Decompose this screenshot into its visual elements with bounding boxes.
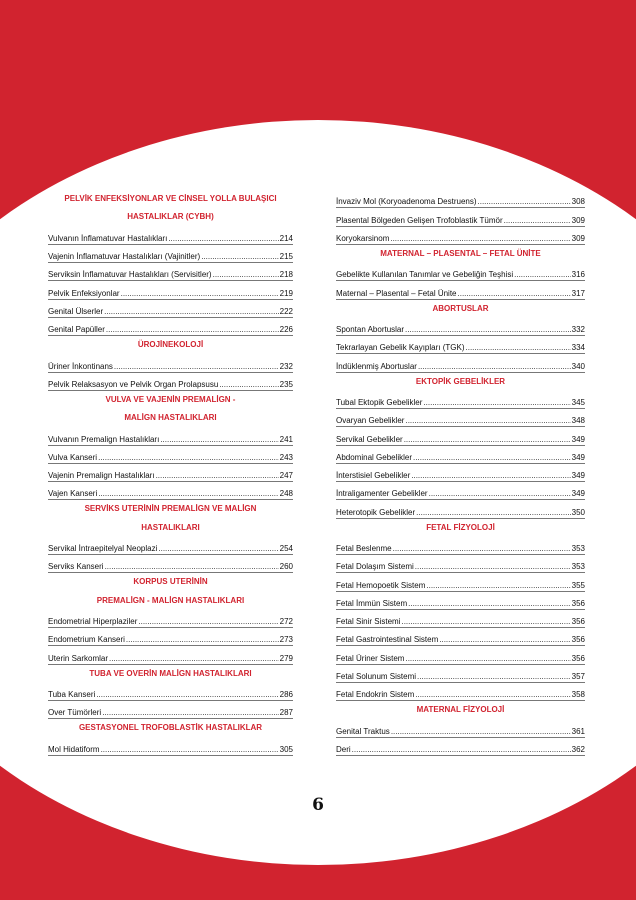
dot-leader: [105, 562, 279, 572]
toc-entry-page: 214: [279, 233, 293, 243]
toc-entry[interactable]: [336, 573, 585, 591]
toc-entry-title: Fetal Sinir Sistemi: [336, 617, 401, 626]
dot-leader: [404, 435, 571, 445]
toc-entry-title: İntraligamenter Gebelikler: [336, 489, 428, 499]
toc-entry-title: Endometrium Kanseri: [48, 635, 125, 645]
toc-entry[interactable]: [336, 592, 585, 610]
section-heading: TUBA VE OVERİN MALİGN HASTALIKLARI: [89, 668, 252, 678]
dot-leader: [514, 270, 571, 280]
toc-entry[interactable]: [336, 628, 585, 646]
dot-leader: [413, 453, 571, 463]
dot-leader: [393, 544, 571, 554]
toc-entry[interactable]: [48, 300, 293, 318]
toc-entry[interactable]: [336, 719, 585, 737]
toc-entry-page: 309: [571, 215, 585, 225]
toc-entry[interactable]: [336, 318, 585, 336]
toc-entry-page: 355: [571, 580, 585, 590]
toc-entry-title: Koryokarsinom: [336, 233, 390, 243]
toc-entry-page: 235: [279, 379, 293, 389]
toc-entry[interactable]: [336, 537, 585, 555]
toc-entry[interactable]: [336, 665, 585, 683]
toc-entry[interactable]: [48, 628, 293, 646]
toc-entry[interactable]: [48, 281, 293, 299]
toc-entry-page: 334: [571, 343, 585, 353]
section-heading: ÜROJİNEKOLOJİ: [137, 340, 204, 349]
toc-entry-page: 356: [571, 635, 585, 645]
section-heading: KORPUS UTERİNİN: [133, 577, 208, 587]
toc-entry-page: 305: [279, 744, 293, 754]
dot-leader: [160, 435, 278, 445]
toc-entry-title: Over Tümörleri: [48, 708, 102, 718]
toc-entry-page: 356: [571, 653, 585, 663]
toc-entry[interactable]: [48, 646, 293, 664]
toc-entry-title: Tekrarlayan Gebelik Kayıpları (TGK): [336, 343, 465, 353]
dot-leader: [104, 307, 279, 317]
section-heading: SERVİKS UTERİNİN PREMALİGN VE MALİGN: [84, 504, 257, 514]
toc-entry[interactable]: [48, 373, 293, 391]
toc-entry-page: 308: [571, 197, 585, 207]
toc-entry-title: Servikal Gebelikler: [336, 434, 403, 444]
toc-entry-page: 353: [571, 562, 585, 572]
toc-entry-page: 361: [571, 726, 585, 736]
toc-entry-title: Uterin Sarkomlar: [48, 653, 109, 663]
toc-entry-title: Fetal Üriner Sistem: [336, 653, 405, 663]
dot-leader: [408, 599, 571, 609]
toc-entry-page: 219: [279, 288, 293, 298]
section-heading: HASTALIKLAR (CYBH): [127, 212, 214, 222]
toc-entry-title: Plasental Bölgeden Gelişen Trofoblastik Tümör: [336, 215, 503, 225]
toc-entry-title: Mol Hidatiform: [48, 744, 100, 754]
dot-leader: [478, 197, 571, 207]
toc-entry-page: 260: [279, 562, 293, 572]
toc-entry[interactable]: [336, 354, 585, 372]
toc-entry[interactable]: [48, 738, 293, 756]
toc-entry-page: 317: [571, 288, 585, 298]
toc-entry[interactable]: [48, 318, 293, 336]
toc-entry-title: Fetal Beslenme: [336, 544, 392, 553]
toc-entry[interactable]: [336, 446, 585, 464]
section-heading: FETAL FİZYOLOJİ: [426, 522, 495, 532]
dot-leader: [106, 325, 279, 335]
toc-entry-title: Vajenin Premalign Hastalıkları: [48, 471, 155, 480]
toc-left-column: [48, 190, 293, 756]
dot-leader: [138, 617, 278, 627]
toc-entry-title: Fetal Endokrin Sistem: [336, 690, 415, 699]
toc-entry-title: Serviks Kanseri: [48, 562, 104, 572]
toc-entry-title: Fetal Hemopoetik Sistem: [336, 580, 426, 590]
toc-entry[interactable]: [48, 245, 293, 263]
dot-leader: [390, 234, 570, 244]
toc-entry-page: 357: [571, 671, 585, 681]
toc-entry-title: Abdominal Gebelikler: [336, 452, 413, 462]
toc-entry-page: 222: [279, 306, 293, 316]
toc-entry[interactable]: [48, 555, 293, 573]
dot-leader: [417, 672, 571, 682]
toc-entry[interactable]: [336, 427, 585, 445]
dot-leader: [504, 216, 571, 226]
toc-entry-title: Fetal Dolaşım Sistemi: [336, 562, 414, 572]
toc-entry[interactable]: [336, 738, 585, 756]
toc-entry-page: 247: [279, 471, 293, 480]
toc-entry[interactable]: [336, 683, 585, 701]
toc-entry[interactable]: [336, 208, 585, 226]
toc-entry-title: Tuba Kanseri: [48, 690, 96, 699]
toc-entry-page: 279: [279, 653, 293, 663]
toc-entry-title: Endometrial Hiperplaziler: [48, 617, 138, 626]
toc-entry[interactable]: [336, 610, 585, 628]
toc-entry-page: 243: [279, 452, 293, 462]
dot-leader: [466, 343, 571, 353]
dot-leader: [109, 654, 279, 664]
toc-entry[interactable]: [336, 482, 585, 500]
section-heading: MATERNAL FİZYOLOJİ: [416, 705, 505, 714]
dot-leader: [201, 252, 278, 262]
toc-entry-title: Genital Ülserler: [48, 306, 104, 316]
toc-entry-page: 350: [571, 507, 585, 517]
dot-leader: [98, 453, 279, 463]
dot-leader: [416, 508, 570, 518]
toc-entry-page: 273: [279, 635, 293, 645]
toc-entry-title: Vulvanın İnflamatuvar Hastalıkları: [48, 233, 168, 243]
section-heading: PELVİK ENFEKSİYONLAR VE CİNSEL YOLLA BULAŞICI: [64, 194, 277, 203]
toc-entry-page: 362: [571, 744, 585, 754]
toc-entry-page: 248: [279, 489, 293, 499]
toc-entry[interactable]: [48, 263, 293, 281]
dot-leader: [98, 489, 278, 499]
toc-entry-title: Ovaryan Gebelikler: [336, 416, 405, 426]
toc-entry-page: 349: [571, 471, 585, 480]
dot-leader: [352, 745, 571, 755]
toc-entry-page: 241: [279, 434, 293, 444]
toc-entry-page: 215: [279, 252, 293, 261]
toc-entry[interactable]: [48, 537, 293, 555]
toc-entry[interactable]: [336, 281, 585, 299]
dot-leader: [423, 398, 570, 408]
toc-entry-title: Tubal Ektopik Gebelikler: [336, 398, 423, 407]
dot-leader: [158, 544, 278, 554]
toc-entry[interactable]: [336, 336, 585, 354]
toc-entry-page: 287: [279, 708, 293, 718]
dot-leader: [102, 708, 278, 718]
dot-leader: [126, 635, 279, 645]
toc-entry-title: Pelvik Enfeksiyonlar: [48, 288, 120, 298]
toc-entry-page: 353: [571, 544, 585, 553]
toc-entry-title: İnvaziv Mol (Koryoadenoma Destruens): [336, 197, 477, 207]
toc-entry-title: Genital Traktus: [336, 726, 390, 736]
toc-entry[interactable]: [48, 464, 293, 482]
toc-entry-page: 356: [571, 598, 585, 608]
toc-entry[interactable]: [336, 409, 585, 427]
toc-entry-page: 232: [279, 361, 293, 371]
dot-leader: [411, 471, 570, 481]
toc-entry-title: Fetal Solunum Sistemi: [336, 671, 417, 681]
dot-leader: [219, 380, 278, 390]
section-heading: ABORTUSLAR: [432, 303, 489, 313]
toc-entry-title: Servikal İntraepitelyal Neoplazi: [48, 544, 158, 553]
toc-entry-title: Fetal İmmün Sistem: [336, 598, 408, 608]
section-heading: VULVA VE VAJENİN PREMALİGN -: [105, 394, 236, 404]
toc-entry-page: 356: [571, 617, 585, 626]
toc-entry[interactable]: [336, 646, 585, 664]
toc-entry[interactable]: [336, 500, 585, 518]
toc-entry-page: 349: [571, 489, 585, 499]
toc-right-column: [336, 190, 585, 756]
toc-entry[interactable]: [48, 482, 293, 500]
toc-entry[interactable]: [336, 263, 585, 281]
toc-entry-title: Maternal – Plasental – Fetal Ünite: [336, 288, 457, 298]
toc-entry-page: 345: [571, 398, 585, 407]
toc-entry-title: Pelvik Relaksasyon ve Pelvik Organ Prolapsusu: [48, 379, 219, 389]
toc-entry-page: 316: [571, 270, 585, 280]
toc-entry-title: Üriner İnkontinans: [48, 361, 113, 371]
toc-entry[interactable]: [48, 227, 293, 245]
dot-leader: [391, 727, 571, 737]
toc-entry-title: Gebelikte Kullanılan Tanımlar ve Gebeliğin Teşhisi: [336, 270, 514, 280]
toc-entry-page: 349: [571, 452, 585, 462]
toc-entry[interactable]: [336, 391, 585, 409]
dot-leader: [114, 362, 279, 372]
dot-leader: [96, 690, 278, 700]
dot-leader: [405, 325, 571, 335]
toc-entry-title: Serviksin İnflamatuvar Hastalıkları (Servisitler): [48, 270, 212, 280]
toc-entry-page: 226: [279, 325, 293, 334]
dot-leader: [415, 562, 571, 572]
section-heading: MALİGN HASTALIKLARI: [124, 413, 217, 422]
dot-leader: [458, 289, 571, 299]
dot-leader: [156, 471, 279, 481]
toc-entry-page: 340: [571, 361, 585, 371]
toc-entry[interactable]: [48, 610, 293, 628]
toc-entry-title: Vajenin İnflamatuvar Hastalıkları (Vajinitler): [48, 252, 201, 261]
toc-entry-page: 218: [279, 270, 293, 280]
dot-leader: [401, 617, 570, 627]
dot-leader: [415, 690, 570, 700]
toc-entry[interactable]: [48, 683, 293, 701]
toc-entry-page: 254: [279, 544, 293, 553]
toc-entry[interactable]: [336, 227, 585, 245]
toc-entry-page: 358: [571, 690, 585, 699]
toc-entry-page: 349: [571, 434, 585, 444]
dot-leader: [213, 270, 279, 280]
toc-entry-page: 272: [279, 617, 293, 626]
section-heading: HASTALIKLARI: [141, 522, 200, 532]
toc-entry-title: Spontan Abortuslar: [336, 325, 405, 334]
dot-leader: [168, 234, 278, 244]
dot-leader: [439, 635, 570, 645]
toc-entry-page: 286: [279, 690, 293, 699]
toc-entry[interactable]: [336, 555, 585, 573]
toc-entry-title: Deri: [336, 744, 351, 754]
section-heading: PREMALİGN - MALİGN HASTALIKLARI: [96, 595, 245, 605]
dot-leader: [418, 362, 571, 372]
dot-leader: [121, 289, 279, 299]
toc-entry[interactable]: [336, 464, 585, 482]
toc-entry[interactable]: [336, 190, 585, 208]
toc-entry[interactable]: [48, 701, 293, 719]
toc-entry-title: Vajen Kanseri: [48, 489, 98, 499]
toc-entry-title: Vulva Kanseri: [48, 452, 98, 462]
page-number: 6: [312, 795, 324, 815]
toc-entry-page: 309: [571, 233, 585, 243]
toc-entry-title: Genital Papüller: [48, 325, 105, 334]
dot-leader: [101, 745, 279, 755]
toc-entry-title: Fetal Gastrointestinal Sistem: [336, 635, 439, 645]
toc-entry[interactable]: [48, 354, 293, 372]
section-heading: MATERNAL – PLASENTAL – FETAL ÜNİTE: [380, 248, 541, 258]
toc-entry-page: 332: [571, 325, 585, 334]
section-heading: GESTASYONEL TROFOBLASTİK HASTALIKLAR: [78, 723, 263, 733]
toc-entry[interactable]: [48, 446, 293, 464]
toc-entry[interactable]: [48, 427, 293, 445]
toc-entry-page: 348: [571, 416, 585, 426]
dot-leader: [426, 581, 570, 591]
toc-entry-title: İndüklenmiş Abortuslar: [336, 361, 417, 371]
section-heading: EKTOPİK GEBELİKLER: [415, 376, 506, 386]
toc-entry-title: Heterotopik Gebelikler: [336, 507, 416, 517]
toc-entry-title: Vulvanın Premalign Hastalıkları: [48, 434, 160, 444]
dot-leader: [405, 416, 570, 426]
toc-entry-title: İnterstisiel Gebelikler: [336, 471, 411, 480]
dot-leader: [429, 489, 571, 499]
dot-leader: [405, 654, 570, 664]
